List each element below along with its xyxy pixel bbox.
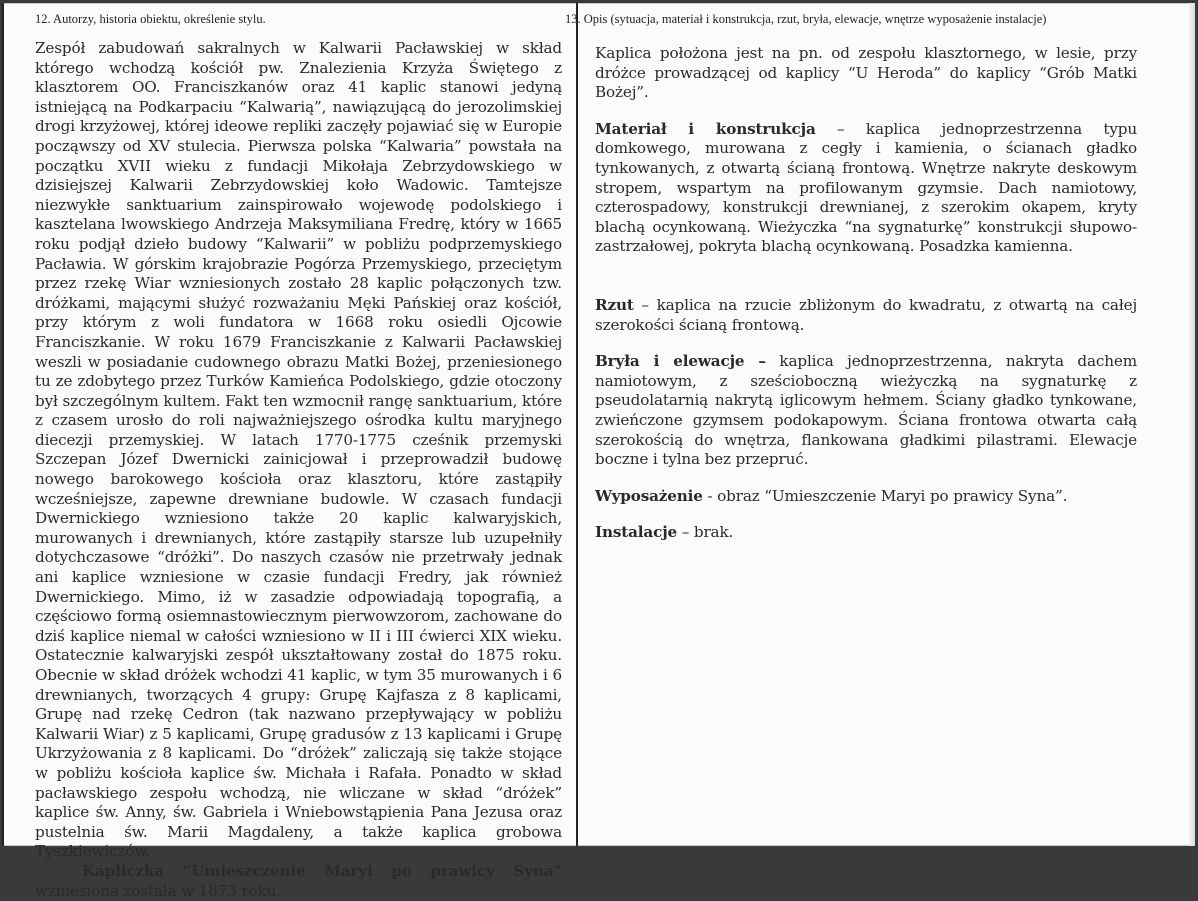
body-elevations-paragraph bbox=[595, 352, 1137, 470]
page-edge-shadow bbox=[1189, 3, 1195, 846]
furnishing-paragraph bbox=[595, 487, 1137, 507]
body-elevations-label: Bryła i elewacje – bbox=[595, 352, 766, 371]
installations-label: Instalacje bbox=[595, 523, 678, 542]
history-paragraph: Zespół zabudowań sakralnych w Kalwarii Pacławskiej w skład którego wchodzą kościół pw. Znalezienia Krzyża Świętego z klasztorem OO. Franciszkanów oraz 41 kaplic stanowi jedyną istniejącą na Podkarpaciu “Kalwarią”, nawiązującą do jerozolimskiej drogi krzyżowej, której ideowe repliki zaczęły pojawiać się w Europie począwszy od XV stulecia. Pierwsza polska “Kalwaria” powstała na początku XVII wieku z fundacji Mikołaja Zebrzydowskiego w dzisiejszej Kalwarii Zebrzydowskiej koło Wadowic. Tamtejsze niezwykłe sanktuarium zainspirowało wojewodę podolskiego i kasztelana lwowskiego Andrzeja Maksymiliana Fredrę, który w 1665 roku podjął dzieło budowy “Kalwarii” w pobliżu podprzemyskiego Pacławia. W górskim krajobrazie Pogórza Przemyskiego, przeciętym przez rzekę Wiar wzniesionych zostało 28 kaplic połączonych tzw. dróżkami, mającymi służyć rozważaniu Męki Pańskiej oraz kościół, przy którym z woli fundatora w 1668 roku osiedli Ojcowie Franciszkanie. W roku 1679 Franciszkanie z Kalwarii Pacławskiej weszli w posiadanie cudownego obrazu Matki Bożej, przeniesionego tu ze zdobytego przez Turków Kamieńca Podolskiego, gdzie otoczony był szczególnym kultem. Fakt ten wzmocnił rangę sanktuarium, które z czasem urosło do roli najważniejszego ośrodka kultu maryjnego diecezji przemyskiej. W latach 1770-1775 cześnik przemyski Szczepan Józef Dwernicki zainicjował i przeprowadził budowę nowego barokowego kościoła oraz klasztoru, które zastąpiły wcześniejsze, zapewne drewniane budowle. W czasach fundacji Dwernickiego wzniesiono także 20 kaplic kalwaryjskich, murowanych i drewnianych, które zastąpiły starsze lub uzupełniły dotychczasowe “dróżki”. Do naszych czasów nie przetrwały jednak ani kaplice wzniesione w czasie fundacji Fredry, jak również Dwernickiego. Mimo, iż w zasadzie odpowiadają topografią, a częściowo formą osiemnastowiecznym pierwowzorom, zachowane do dziś kaplice niemal w całości wzniesiono w II i III ćwierci XIX wieku. Ostatecznie kalwaryjski zespół ukształtowany został do 1875 roku. Obecnie w skład dróżek wchodzi 41 kaplic, w tym 35 murowanych i 6 drewnianych, tworzących 4 grupy: Grupę Kajfasza z 8 kaplicami, Grupę nad rzekę Cedron (tak nazwano przepływający w pobliżu Kalwarii Wiar) z 5 kaplicami, Grupę gradusów z 13 kaplicami i Grupę Ukrzyżowania z 8 kaplicami. Do “dróżek” zaliczają się także stojące w pobliżu kościoła kaplice św. Michała i Rafała. Ponadto w skład pacławskiego zespołu wchodzą, nie wliczane w skład “dróżek” kaplice św. Anny, św. Gabriela i Wniebowstąpienia Pana Jezusa oraz pustelnia św. Marii Magdaleny, a także kaplica grobowa Tyszkiewiczów. bbox=[35, 39, 562, 861]
chapel-date-paragraph bbox=[35, 862, 562, 901]
plan-label: Rzut bbox=[595, 295, 634, 314]
chapel-date-text: wzniesiona została w 1873 roku. bbox=[35, 881, 281, 900]
description-text bbox=[595, 44, 1137, 560]
installations-paragraph bbox=[595, 523, 1137, 543]
situation-paragraph: Kaplica położona jest na pn. od zespołu klasztornego, w lesie, przy dróżce prowadzącej od kaplicy “U Heroda” do kaplicy “Grób Matki Bożej”. bbox=[595, 44, 1137, 102]
section-13-header: 13. Opis (sytuacja, materiał i konstrukcja, rzut, bryła, elewacje, wnętrze wyposażenie instalacje) bbox=[565, 12, 1047, 26]
plan-paragraph bbox=[595, 296, 1137, 335]
furnishing-text: - obraz “Umieszczenie Maryi po prawicy Syna”. bbox=[702, 486, 1068, 505]
document-sheet bbox=[2, 3, 1195, 900]
installations-text: – brak. bbox=[677, 523, 734, 542]
chapel-name: Kapliczka “Umieszczenie Maryi po prawicy Syna” bbox=[82, 861, 562, 880]
section-12-header: 12. Autorzy, historia obiektu, określenie stylu. bbox=[35, 12, 266, 26]
furnishing-label: Wyposażenie bbox=[595, 486, 703, 505]
section-12-column bbox=[2, 3, 578, 900]
section-13-column bbox=[565, 3, 1195, 846]
body-elevations-text: kaplica jednoprzestrzenna, nakryta dachem namiotowym, z sześcioboczną wieżyczką na sygnaturkę z pseudolatarnią nakrytą iglicowym hełmem. Ściany gładko tynkowane, zwieńczone gzymsem podokapowym. Ściana frontowa otwarta całą szerokością do wnętrza, flankowana gładkimi pilastrami. Elewacje boczne i tylna bez przepruć. bbox=[595, 352, 1137, 469]
material-paragraph bbox=[595, 120, 1137, 257]
history-text bbox=[35, 39, 562, 901]
material-label: Materiał i konstrukcja bbox=[595, 119, 816, 138]
plan-text: – kaplica na rzucie zbliżonym do kwadratu, z otwartą na całej szerokości ścianą frontową. bbox=[595, 295, 1137, 334]
material-text: – kaplica jednoprzestrzenna typu domkowego, murowana z cegły i kamienia, o ścianach gładko tynkowanych, z otwartą ścianą frontową. Wnętrze nakryte deskowym stropem, wspartym na profilowanym gzymsie. Dach namiotowy, czterospadowy, konstrukcji drewnianej, z szerokim okapem, kryty blachą ocynkowaną. Wieżyczka “na sygnaturkę” konstrukcji słupowo-zastrzałowej, pokryta blachą ocynkowaną. Posadzka kamienna. bbox=[595, 119, 1137, 256]
